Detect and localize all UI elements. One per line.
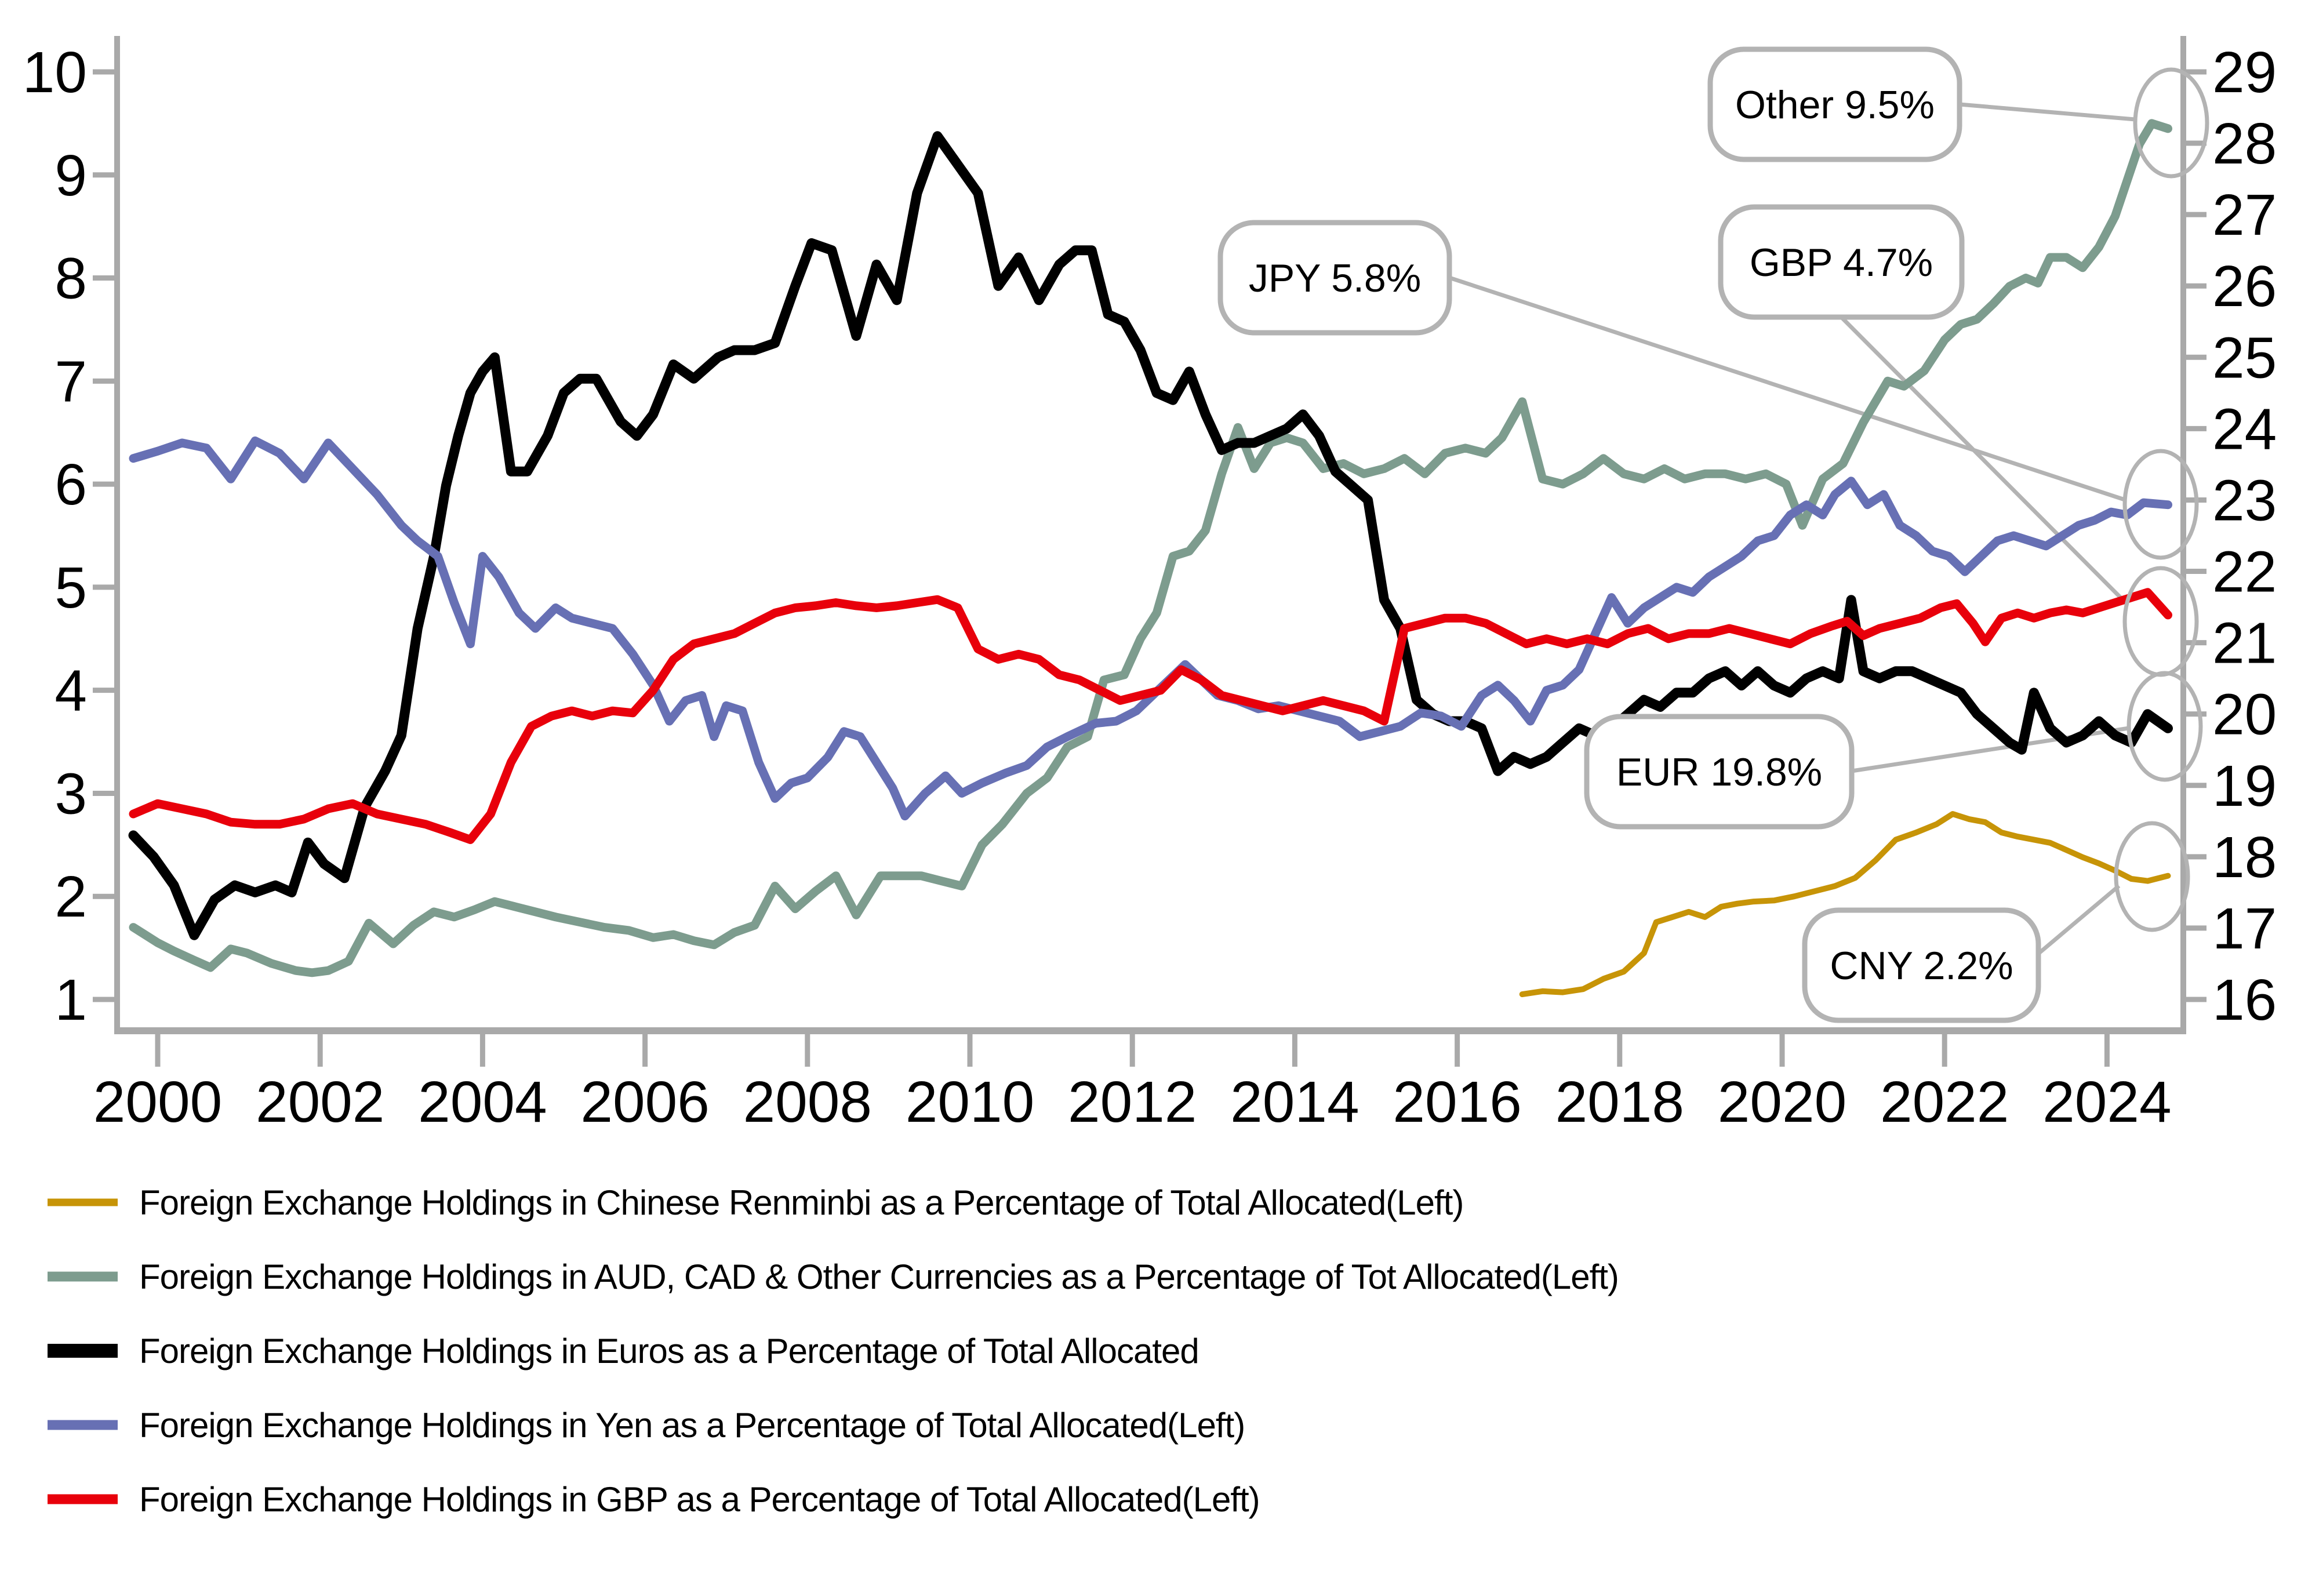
legend-label-eur: Foreign Exchange Holdings in Euros as a Percentage of Total Allocated [139,1332,1199,1370]
leader-line-other [1960,104,2135,119]
right-axis-tick-label: 19 [2212,753,2277,819]
legend-item-other [48,1257,1619,1296]
left-axis-tick-label: 6 [54,452,87,518]
right-axis-tick-label: 16 [2212,968,2277,1033]
x-axis-tick-label: 2008 [743,1070,873,1135]
legend-label-cny: Foreign Exchange Holdings in Chinese Renminbi as a Percentage of Total Allocated(Left) [139,1183,1464,1222]
legend-label-jpy: Foreign Exchange Holdings in Yen as a Percentage of Total Allocated(Left) [139,1406,1245,1445]
x-axis-tick-label: 2002 [255,1070,385,1135]
left-axis-tick-label: 8 [54,246,87,311]
endpoint-ellipse-other [2135,70,2207,176]
left-axis-tick-label: 9 [54,143,87,208]
x-axis-tick-label: 2018 [1555,1070,1685,1135]
x-axis-tick-label: 2004 [418,1070,547,1135]
x-axis-tick-label: 2014 [1230,1070,1359,1135]
left-axis-tick-label: 2 [54,864,87,930]
x-axis-tick-label: 2016 [1393,1070,1522,1135]
x-axis-tick-label: 2006 [580,1070,710,1135]
x-axis-tick-label: 2020 [1717,1070,1847,1135]
legend-item-gbp [48,1480,1260,1519]
annotation-label-eur: EUR 19.8% [1616,750,1823,794]
left-axis-tick-label: 4 [54,658,87,724]
right-axis-tick-label: 22 [2212,539,2277,605]
left-axis-tick-label: 1 [54,968,87,1033]
legend-label-gbp: Foreign Exchange Holdings in GBP as a Percentage of Total Allocated(Left) [139,1480,1260,1519]
legend [48,1183,1619,1519]
right-axis-tick-label: 29 [2212,39,2277,105]
legend-item-cny [48,1183,1463,1222]
right-axis-tick-label: 28 [2212,111,2277,177]
right-axis-tick-label: 23 [2212,468,2277,533]
leader-line-cny [2038,886,2119,954]
x-axis-tick-label: 2010 [905,1070,1035,1135]
right-axis-tick-label: 25 [2212,325,2277,391]
annotation-label-other: Other 9.5% [1735,82,1935,127]
annotation-label-cny: CNY 2.2% [1830,943,2013,988]
leader-line-gbp [1841,317,2126,603]
x-axis-tick-label: 2012 [1067,1070,1197,1135]
annotation-label-gbp: GBP 4.7% [1749,240,1933,285]
x-axis-tick-label: 2000 [93,1070,223,1135]
annotation-label-jpy: JPY 5.8% [1248,256,1422,300]
right-axis-tick-label: 24 [2212,397,2277,462]
left-axis-tick-label: 10 [22,39,87,105]
right-axis-tick-label: 21 [2212,610,2277,676]
legend-item-jpy [48,1406,1245,1445]
legend-label-other: Foreign Exchange Holdings in AUD, CAD & Other Currencies as a Percentage of Tot Allocated(Left) [139,1257,1619,1296]
x-axis-tick-label: 2024 [2042,1070,2172,1135]
right-axis-tick-label: 27 [2212,183,2277,248]
right-axis-tick-label: 26 [2212,254,2277,319]
legend-item-eur [48,1332,1199,1370]
left-axis-tick-label: 7 [54,349,87,415]
right-axis-tick-label: 18 [2212,824,2277,890]
right-axis-tick-label: 20 [2212,682,2277,747]
right-axis-tick-label: 17 [2212,896,2277,961]
x-axis-tick-label: 2022 [1880,1070,2009,1135]
left-axis-tick-label: 5 [54,555,87,620]
left-axis-tick-label: 3 [54,761,87,827]
